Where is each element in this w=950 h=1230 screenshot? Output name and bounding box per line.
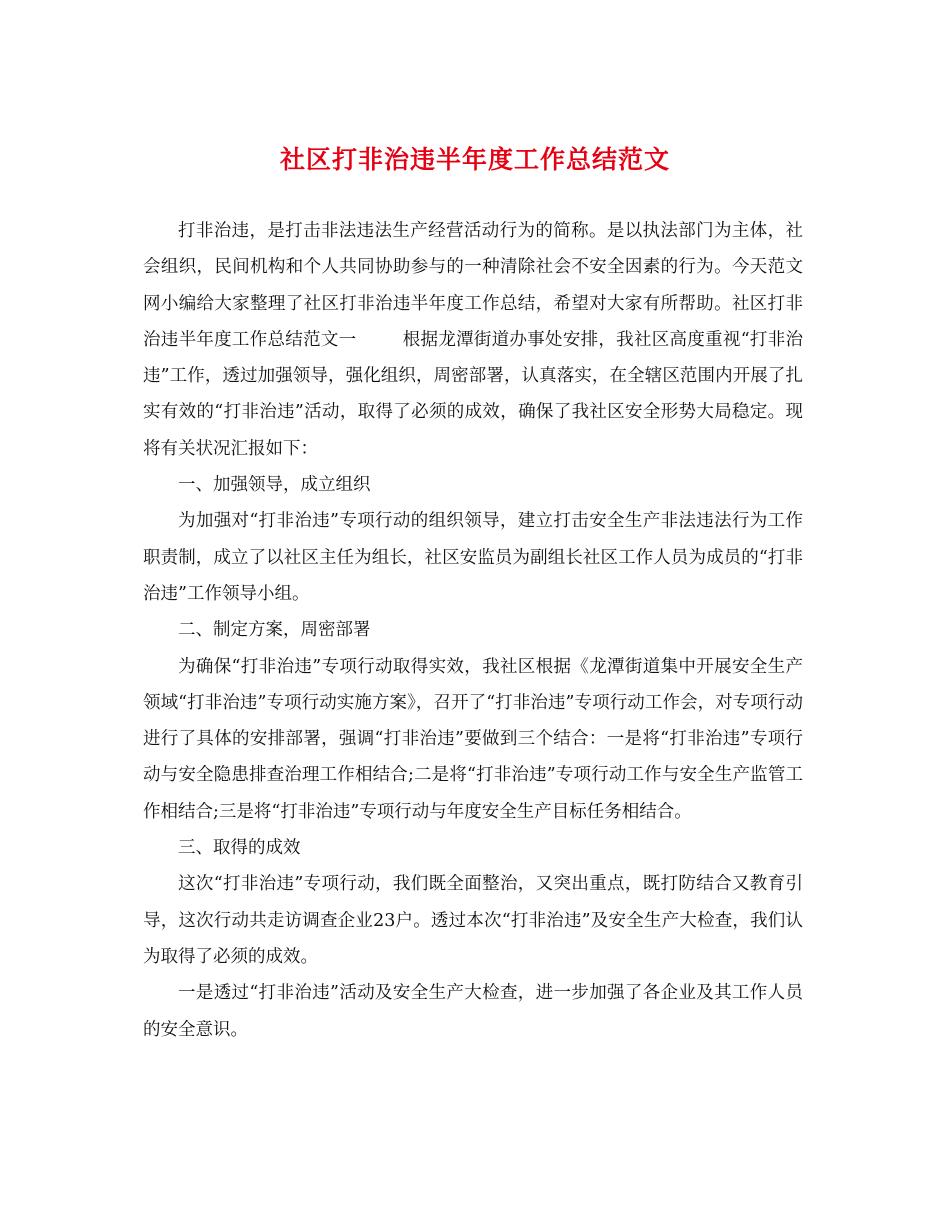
section2-heading: 二、制定方案，周密部署 <box>178 620 371 641</box>
section1-paragraph: 为加强对“打非治违”专项行动的组织领导，建立打击安全生产非法违法行为工作职责制，成立了以社区主任为组长，社区安监员为副组长社区工作人员为成员的“打非治违”工作领导小组。 <box>143 511 803 604</box>
document-title: 社区打非治违半年度工作总结范文 <box>279 145 670 174</box>
section3-heading: 三、取得的成效 <box>178 838 301 859</box>
section3-paragraph-2: 一是透过“打非治违”活动及安全生产大检查，进一步加强了各企业及其工作人员的安全意识。 <box>143 983 803 1040</box>
section2-paragraph: 为确保“打非治违”专项行动取得实效，我社区根据《龙潭街道集中开展安全生产领域“打非治违”专项行动实施方案》，召开了“打非治违”专项行动工作会，对专项行动进行了具体的安排部署，强调“打非治违”要做到三个结合：一是将“打非治违”专项行动与安全隐患排查治理工作相结合;二是将“打非治违”专项行动工作与安全生产监管工作相结合;三是将“打非治违”专项行动与年度安全生产目标任务相结合。 <box>143 656 803 822</box>
document-body <box>143 213 803 1048</box>
section3-paragraph-1: 这次“打非治违”专项行动，我们既全面整治，又突出重点，既打防结合又教育引导，这次行动共走访调查企业23户。透过本次“打非治违”及安全生产大检查，我们认为取得了必须的成效。 <box>143 874 803 967</box>
section1-heading: 一、加强领导，成立组织 <box>178 475 371 496</box>
intro-text-part1: 打非治违，是打击非法违法生产经营活动行为的简称。是以执法部门为主体，社会组织，民间机构和个人共同协助参与的一种清除社会不安全因素的行为。今天范文网小编给大家整理了社区打非治违半年度工作总结，希望对大家有所帮助。社区打非治违半年度工作总结范文一 <box>143 221 803 350</box>
intro-paragraph <box>143 213 803 467</box>
intro-text-part2: 根据龙潭街道办事处安排，我社区高度重视“打非治违”工作，透过加强领导，强化组织，周密部署，认真落实，在全辖区范围内开展了扎实有效的“打非治违”活动，取得了必须的成效，确保了我社区安全形势大局稳定。现将有关状况汇报如下： <box>143 329 804 459</box>
